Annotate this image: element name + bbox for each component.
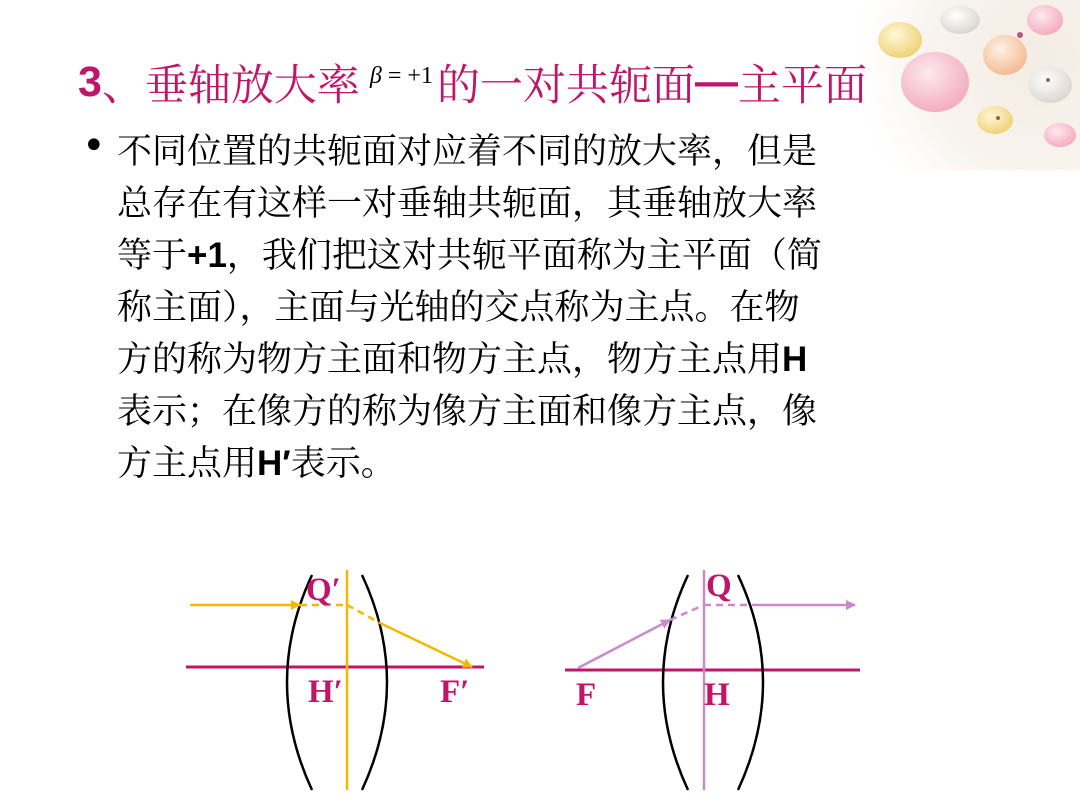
lens-right-surface <box>738 575 763 790</box>
bullet-marker: • <box>82 123 106 169</box>
label-q-prime: Q′ <box>306 572 341 608</box>
body-value: +1 <box>187 236 227 275</box>
title-number: 3 <box>78 57 102 106</box>
label-h: H <box>704 677 730 713</box>
body-text: 总存在有这样一对垂轴共轭面，其垂轴放大率 <box>117 184 818 224</box>
refracted-ray <box>380 623 472 667</box>
lens-left-surface <box>663 575 688 790</box>
body-text: 称主面），主面与光轴的交点称为主点。在物 <box>117 288 800 328</box>
title-dash: — <box>694 57 738 106</box>
label-f-prime: F′ <box>440 674 470 710</box>
label-q: Q <box>706 568 732 604</box>
left-diagram <box>186 570 484 790</box>
formula-value: = +1 <box>381 62 433 89</box>
body-value: H′ <box>257 444 291 483</box>
formula-beta: β <box>369 62 382 89</box>
label-h-prime: H′ <box>308 674 343 710</box>
body-text: 表示；在像方的称为像方主面和像方主点，像 <box>117 392 818 432</box>
title-text-b: 的一对共轭面 <box>436 60 695 111</box>
right-diagram <box>565 568 860 790</box>
body-text: 等于 <box>117 236 188 276</box>
title-text-c: 主平面 <box>737 60 867 111</box>
body-value: H <box>782 340 808 379</box>
body-text: 不同位置的共轭面对应着不同的放大率，但是 <box>117 132 818 172</box>
title-text-a: 、垂轴放大率 <box>101 60 360 111</box>
body-text: 表示。 <box>290 444 396 484</box>
body-text: ，我们把这对共轭平面称为主平面（简 <box>226 236 822 276</box>
lens-right-surface <box>362 575 387 790</box>
body-text: 方的称为物方主面和物方主点，物方主点用 <box>117 340 783 380</box>
incident-ray <box>578 620 670 668</box>
label-f: F <box>576 677 597 713</box>
body-text: 方主点用 <box>117 444 258 484</box>
